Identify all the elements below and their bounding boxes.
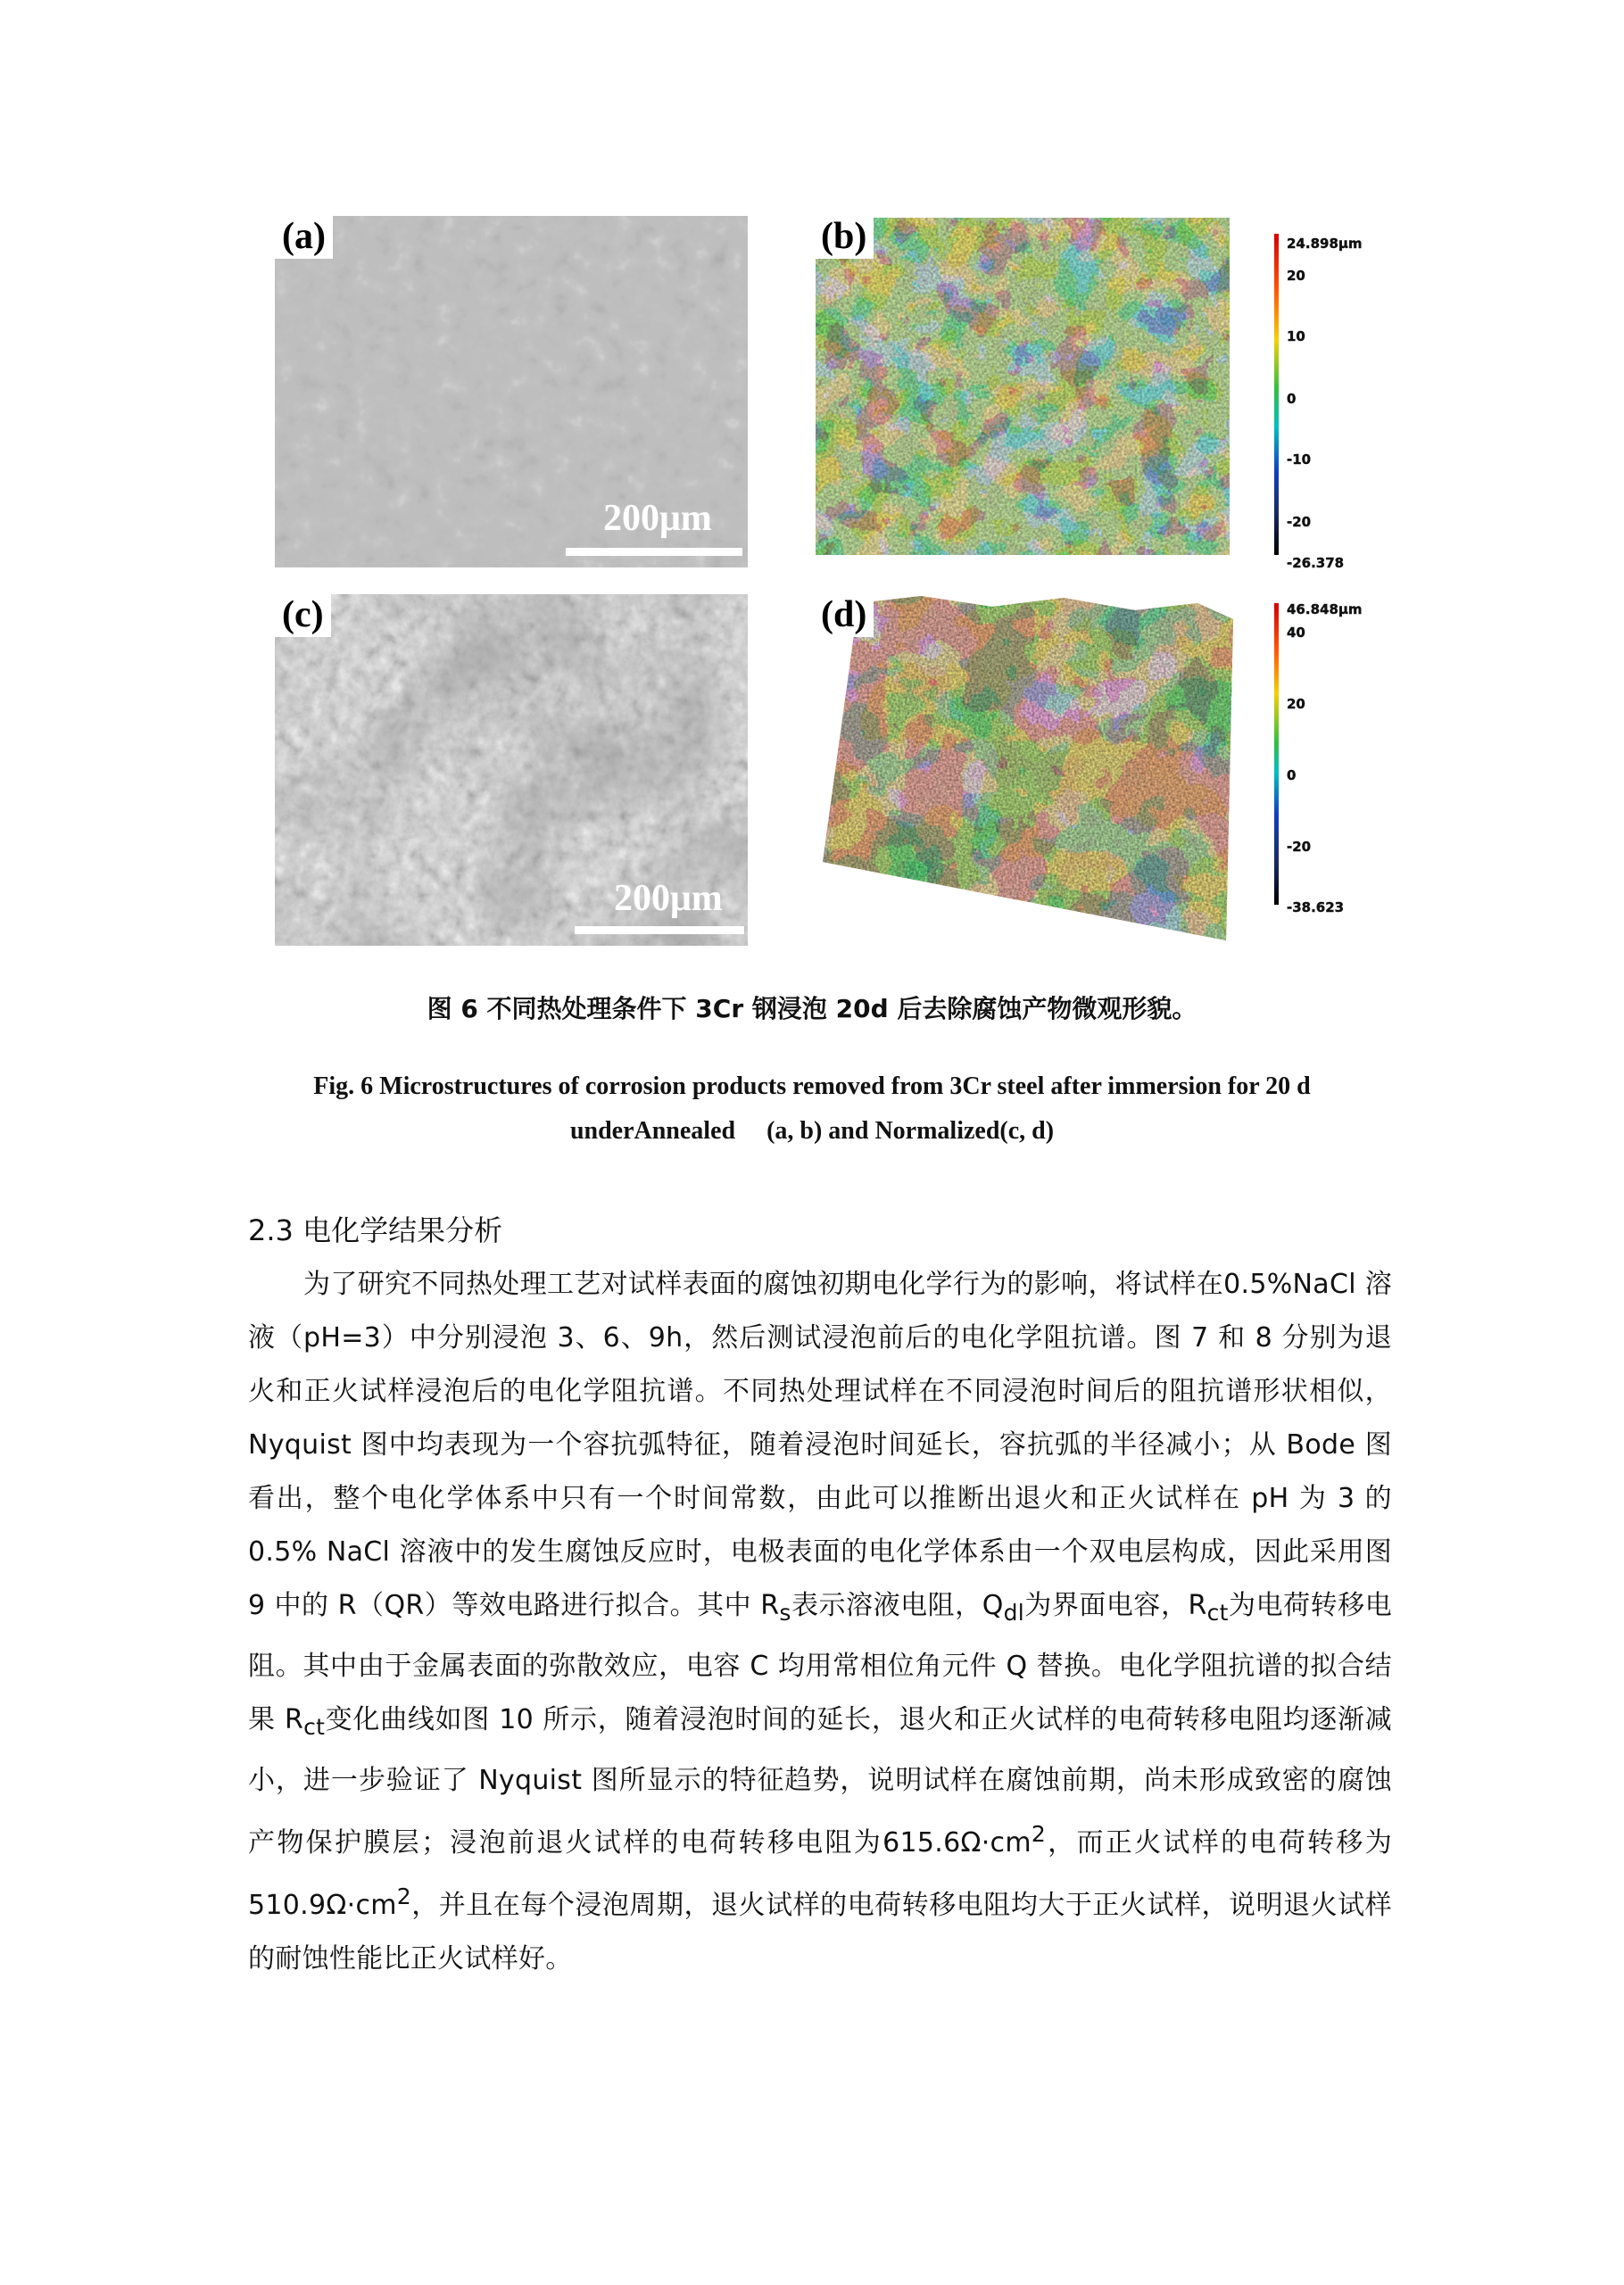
body-paragraph [248, 1258, 1392, 1986]
superscript: 2 [396, 1883, 411, 1909]
panel-label: (a) [275, 216, 333, 259]
colorbar-tick: -26.378 [1287, 555, 1345, 571]
colorbar-tick: -20 [1287, 839, 1312, 855]
colorbar-tick: -38.623 [1287, 899, 1345, 915]
body-text-run: ，而正火试样的电荷转移为 510.9Ω·cm [248, 1827, 1392, 1921]
colorbar-tick: -20 [1287, 514, 1312, 530]
height-map-b [814, 216, 1262, 567]
body-text-run: ，并且在每个浸泡周期，退火试样的电荷转移电阻均大于正火试样，说明退火试样的耐蚀性能比正火试样好。 [248, 1890, 1392, 1975]
colorbar-tick: -10 [1287, 451, 1312, 468]
subscript: ct [303, 1714, 326, 1740]
figure-caption-english-line1: Fig. 6 Microstructures of corrosion products removed from 3Cr steel after immersion for 20 d [313, 1072, 1311, 1100]
figure-caption-chinese: 图 6 不同热处理条件下 3Cr 钢浸泡 20d 后去除腐蚀产物微观形貌。 [427, 994, 1197, 1023]
colorbar-d [1274, 603, 1279, 905]
scale-bar [575, 926, 744, 934]
section-heading: 2.3 电化学结果分析 [248, 1213, 503, 1247]
colorbar-tick: 46.848μm [1287, 601, 1363, 617]
body-text-run: 为界面电容，R [1024, 1590, 1207, 1621]
panel-label: (d) [814, 594, 874, 637]
panel-a-sem-image [275, 216, 748, 567]
body-text-run: 为了研究不同热处理工艺对试样表面的腐蚀初期电化学行为的影响，将试样在0.5%NaCl 溶液（pH=3）中分别浸泡 3、6、9h，然后测试浸泡前后的电化学阻抗谱。图 7 和 8 分别为退火和正火试样浸泡后的电化学阻抗谱。不同热处理试样在不同浸泡时间后的阻抗谱形状相似，Nyquist 图中均表现为一个容抗弧特征，随着浸泡时间延长，容抗弧的半径减小；从 Bode 图看出，整个电化学体系中只有一个时间常数，由此可以推断出退火和正火试样在 pH 为 3 的 0.5% NaCl 溶液中的发生腐蚀反应时，电极表面的电化学体系由一个双电层构成，因此采用图 9 中的 R（QR）等效电路进行拟合。其中 R [248, 1269, 1392, 1621]
panel-label: (c) [275, 594, 331, 637]
panel-d-height-map [814, 594, 1262, 946]
colorbar-tick: 0 [1287, 391, 1297, 407]
colorbar-tick: 24.898μm [1287, 236, 1363, 252]
height-map-d [814, 594, 1262, 946]
subscript: s [779, 1600, 791, 1626]
superscript: 2 [1031, 1821, 1047, 1847]
scale-bar-label: 200μm [614, 878, 723, 919]
colorbar-tick: 20 [1287, 268, 1305, 284]
scale-bar-label: 200μm [603, 498, 712, 539]
body-text-run: 表示溶液电阻，Q [791, 1590, 1004, 1621]
scale-bar [566, 548, 742, 556]
colorbar-tick: 0 [1287, 767, 1297, 783]
body-text-run: 为电荷转移电阻。其中由于金属表面的弥散效应，电容 C 均用常相位角元件 Q 替换。电化学阻抗谱的拟合结果 R [248, 1590, 1392, 1735]
subscript: ct [1206, 1600, 1229, 1626]
body-text-run: 变化曲线如图 10 所示，随着浸泡时间的延长，退火和正火试样的电荷转移电阻均逐渐减小，进一步验证了 Nyquist 图所显示的特征趋势，说明试样在腐蚀前期，尚未形成致密的腐蚀产物保护膜层；浸泡前退火试样的电荷转移电阻为615.6Ω·cm [248, 1704, 1393, 1859]
colorbar-tick: 20 [1287, 696, 1305, 712]
panel-c-sem-image [275, 594, 748, 946]
panel-b-height-map [814, 216, 1262, 567]
colorbar-b [1274, 234, 1279, 555]
colorbar-tick: 10 [1287, 328, 1305, 344]
figure-caption-english-line2: underAnnealed (a, b) and Normalized(c, d) [569, 1117, 1055, 1145]
panel-label: (b) [814, 216, 874, 259]
colorbar-tick: 40 [1287, 625, 1305, 641]
subscript: dl [1003, 1600, 1025, 1626]
